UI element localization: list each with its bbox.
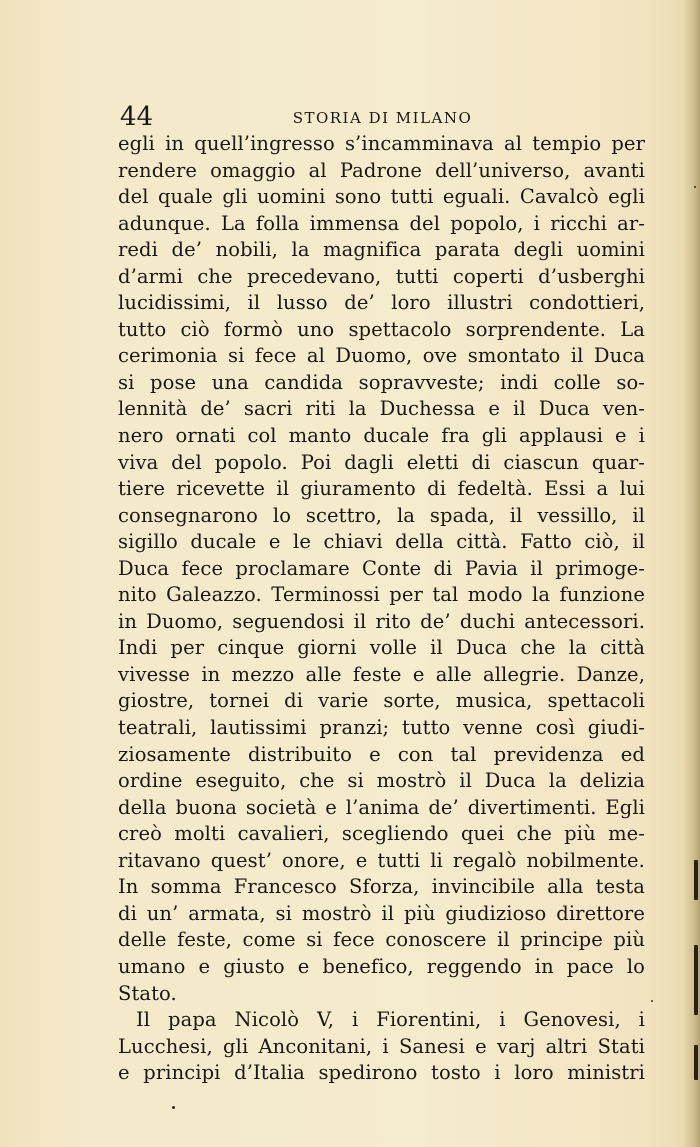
text-line: Stato. (118, 981, 177, 1005)
text-line: in Duomo, seguendosi il rito de’ duchi antecessori. (118, 609, 645, 633)
text-line: vivesse in mezzo alle feste e alle allegrie. Danze, (118, 662, 645, 686)
body-text (118, 131, 645, 1087)
text-line: Duca fece proclamare Conte di Pavia il primoge- (118, 556, 645, 580)
text-line: si pose una candida sopravveste; indi colle so- (118, 370, 645, 394)
text-line: delle feste, come si fece conoscere il principe più (118, 928, 645, 952)
text-line: del quale gli uomini sono tutti eguali. Cavalcò egli (118, 185, 645, 209)
text-line: Lucchesi, gli Anconitani, i Sanesi e varj altri Stati (118, 1034, 645, 1058)
text-line: tiere ricevette il giuramento di fedeltà. Essi a lui (118, 477, 645, 501)
page-edge-mark (694, 945, 698, 1015)
text-line: d’armi che precedevano, tutti coperti d’usberghi (118, 264, 645, 288)
text-line: creò molti cavalieri, scegliendo quei che più me- (118, 822, 645, 846)
text-line: umano e giusto e benefico, reggendo in pace lo (118, 954, 645, 978)
text-line: giostre, tornei di varie sorte, musica, spettacoli (118, 689, 645, 713)
text-line: ritavano quest’ onore, e tutti li regalò nobilmente. (118, 848, 645, 872)
text-line: nito Galeazzo. Terminossi per tal modo la funzione (118, 583, 645, 607)
text-line: e principi d’Italia spedirono tosto i loro ministri (118, 1061, 645, 1085)
text-line: consegnarono lo scettro, la spada, il vessillo, il (118, 503, 645, 527)
text-line: rendere omaggio al Padrone dell’universo, avanti (118, 158, 645, 182)
text-line: lucidissimi, il lusso de’ loro illustri condottieri, (118, 291, 645, 315)
footer-mark (172, 1106, 175, 1109)
text-line: della buona società e l’anima de’ divertimenti. Egli (118, 795, 645, 819)
text-line: egli in quell’ingresso s’incamminava al tempio per (118, 132, 645, 155)
text-line: Indi per cinque giorni volle il Duca che la città (118, 636, 645, 660)
text-line: Il papa Nicolò V, i Fiorentini, i Genovesi, i (136, 1008, 645, 1032)
page-header (120, 102, 645, 132)
text-line: viva del popolo. Poi dagli eletti di ciascun quar- (118, 450, 645, 474)
text-line: ordine eseguito, che si mostrò il Duca la delizia (118, 769, 645, 793)
text-line: adunque. La folla immensa del popolo, i ricchi ar- (118, 211, 645, 235)
running-head: STORIA DI MILANO (292, 109, 473, 127)
stray-mark (651, 1000, 653, 1002)
text-line: ziosamente distribuito e con tal previdenza ed (118, 742, 645, 766)
text-line: tutto ciò formò uno spettacolo sorprendente. La (118, 317, 645, 341)
page-edge-mark (694, 1045, 698, 1080)
text-line: nero ornati col manto ducale fra gli applausi e i (118, 424, 645, 448)
text-line: sigillo ducale e le chiavi della città. Fatto ciò, il (118, 530, 645, 554)
text-line: redi de’ nobili, la magnifica parata degli uomini (118, 238, 645, 262)
text-line: cerimonia si fece al Duomo, ove smontato il Duca (118, 344, 645, 368)
text-line: teatrali, lautissimi pranzi; tutto venne così giudi- (118, 716, 645, 740)
page-edge-mark (694, 860, 698, 900)
text-line: lennità de’ sacri riti la Duchessa e il Duca ven- (118, 397, 645, 421)
stray-mark (694, 186, 696, 188)
page-number: 44 (120, 102, 154, 132)
text-line: di un’ armata, si mostrò il più giudizioso direttore (118, 901, 645, 925)
text-line: In somma Francesco Sforza, invincibile alla testa (118, 875, 645, 899)
